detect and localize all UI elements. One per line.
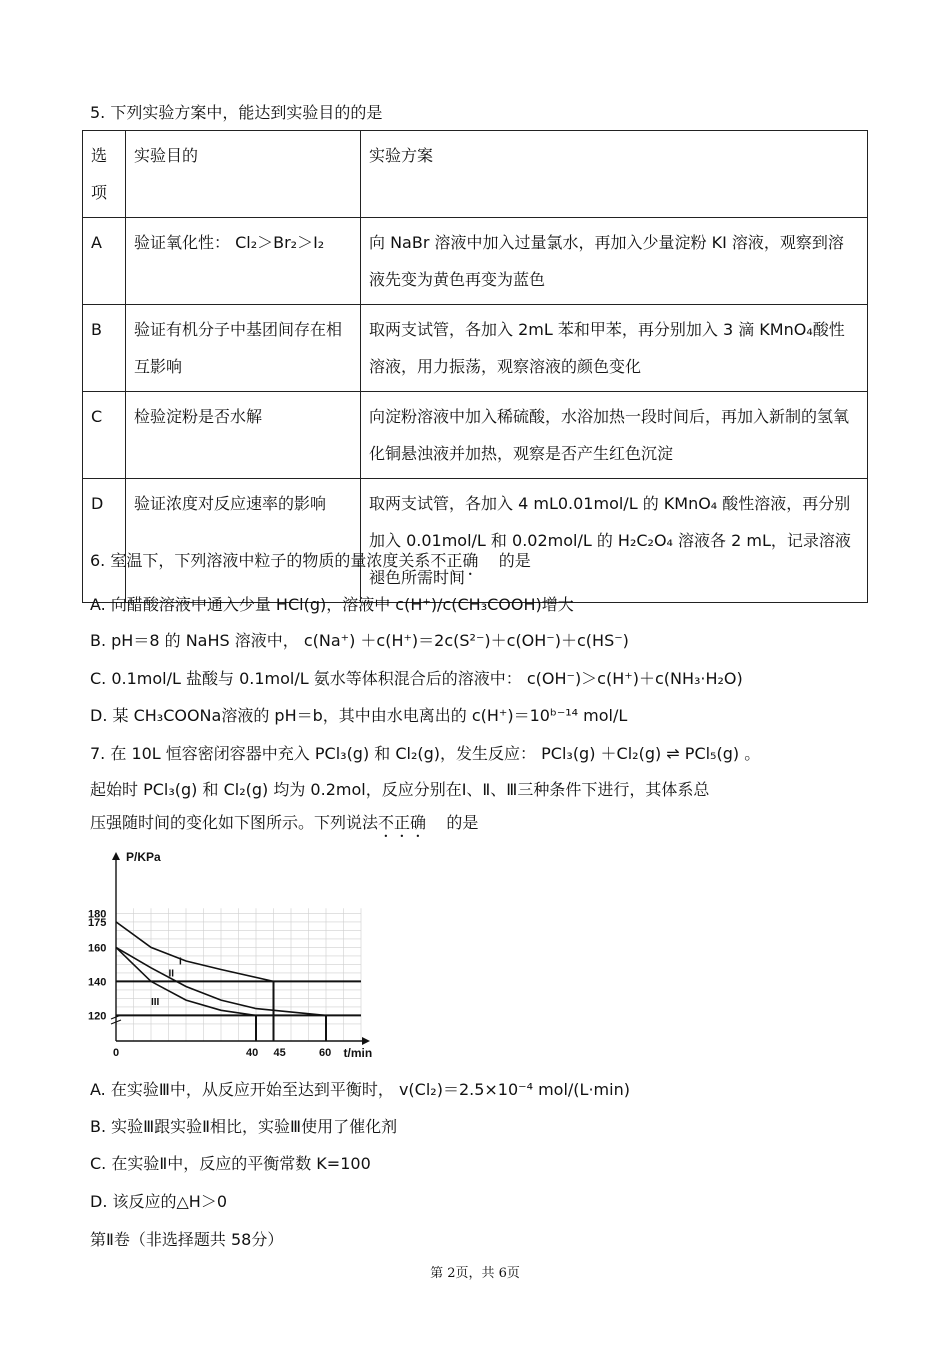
q7-line3 (90, 812, 478, 841)
table-header-row (83, 131, 868, 218)
row-plan: 向 NaBr 溶液中加入过量氯水，再加入少量淀粉 KI 溶液，观察到溶液先变为黄色再变为蓝色 (361, 218, 868, 305)
q6-title (90, 550, 531, 579)
q6-title-end: 的是 (498, 551, 531, 570)
series-label-II: II (168, 968, 175, 980)
q6-option-c: C. 0.1mol/L 盐酸与 0.1mol/L 氨水等体积混合后的溶液中： c(OH⁻)＞c(H⁺)＋c(NH₃·H₂O) (90, 669, 743, 688)
table-row (83, 392, 868, 479)
row-purpose: 验证浓度对反应速率的影响 (126, 479, 361, 603)
section-heading: 第Ⅱ卷（非选择题共 58分） (90, 1230, 284, 1249)
row-purpose: 检验淀粉是否水解 (126, 392, 361, 479)
series-line-I (116, 922, 274, 982)
row-plan: 取两支试管，各加入 2mL 苯和甲苯，再分别加入 3 滴 KMnO₄酸性溶液，用力振荡，观察溶液的颜色变化 (361, 305, 868, 392)
table-row (83, 218, 868, 305)
q7-line2: 起始时 PCl₃(g) 和 Cl₂(g) 均为 0.2mol，反应分别在Ⅰ、Ⅱ、Ⅲ三种条件下进行，其体系总 (90, 780, 710, 799)
row-purpose: 验证氧化性： Cl₂＞Br₂＞I₂ (126, 218, 361, 305)
x-tick-label: 60 (319, 1047, 332, 1059)
row-purpose: 验证有机分子中基团间存在相互影响 (126, 305, 361, 392)
series-label-I: I (179, 956, 182, 968)
row-plan: 向淀粉溶液中加入稀硫酸，水浴加热一段时间后，再加入新制的氢氧化铜悬浊液并加热，观察是否产生红色沉淀 (361, 392, 868, 479)
q7-option-c: C. 在实验Ⅱ中，反应的平衡常数 K=100 (90, 1154, 371, 1173)
header-option: 选项 (83, 131, 126, 218)
table-row (83, 305, 868, 392)
series-label-III: III (151, 997, 160, 1009)
y-tick-label: 180 (88, 908, 107, 921)
pressure-time-chart (86, 848, 386, 1063)
q5-title: 5. 下列实验方案中，能达到实验目的的是 (90, 103, 383, 122)
header-plan: 实验方案 (361, 131, 868, 218)
q6-option-a: A. 向醋酸溶液中通入少量 HCl(g)，溶液中 c(H⁺)/c(CH₃COOH)增大 (90, 595, 574, 614)
row-option: D (83, 479, 126, 603)
y-tick-label: 160 (88, 942, 107, 955)
q6-title-start: 6. 室温下，下列溶液中粒子的物质的量浓度关系 (90, 551, 431, 570)
x-tick-label: 40 (246, 1047, 259, 1059)
table-row (83, 479, 868, 603)
row-plan: 取两支试管，各加入 4 mL0.01mol/L 的 KMnO₄ 酸性溶液，再分别加入 0.01mol/L 和 0.02mol/L 的 H₂C₂O₄ 溶液各 2 mL，记录溶液褪色所需时间 (361, 479, 868, 603)
q6-emphasis: 不正确 (430, 551, 479, 570)
x-axis-title: t/min (343, 1046, 373, 1060)
q5-table (82, 130, 868, 603)
x-tick-label: 0 (113, 1047, 120, 1059)
y-tick-label: 175 (88, 916, 107, 929)
q6-option-d: D. 某 CH₃COONa溶液的 pH＝b，其中由水电离出的 c(H⁺)＝10ᵇ⁻¹⁴ mol/L (90, 706, 628, 725)
q6-option-b: B. pH＝8 的 NaHS 溶液中， c(Na⁺) ＋c(H⁺)＝2c(S²⁻)＋c(OH⁻)＋c(HS⁻) (90, 631, 629, 650)
row-option: C (83, 392, 126, 479)
q7-line3-start: 压强随时间的变化如下图所示。下列说法 (90, 813, 379, 832)
x-axis-arrow (362, 1037, 370, 1045)
q7-option-d: D. 该反应的△H＞0 (90, 1192, 228, 1211)
row-option: B (83, 305, 126, 392)
q7-option-a: A. 在实验Ⅲ中，从反应开始至达到平衡时， v(Cl₂)＝2.5×10⁻⁴ mol/(L·min) (90, 1080, 630, 1099)
q7-emphasis: 不正确 (378, 813, 427, 832)
header-purpose: 实验目的 (126, 131, 361, 218)
x-tick-label: 45 (273, 1047, 286, 1059)
page-footer: 第 2页，共 6页 (430, 1266, 520, 1281)
y-tick-label: 140 (88, 976, 107, 989)
y-tick-label: 120 (88, 1010, 107, 1023)
q7-option-b: B. 实验Ⅲ跟实验Ⅱ相比，实验Ⅲ使用了催化剂 (90, 1117, 398, 1136)
q7-line3-end: 的是 (446, 813, 479, 832)
row-option: A (83, 218, 126, 305)
q7-line1: 7. 在 10L 恒容密闭容器中充入 PCl₃(g) 和 Cl₂(g)，发生反应： PCl₃(g) ＋Cl₂(g) ⇌ PCl₅(g) 。 (90, 744, 761, 763)
y-axis-arrow (112, 852, 120, 860)
y-axis-title: P/KPa (126, 850, 161, 864)
